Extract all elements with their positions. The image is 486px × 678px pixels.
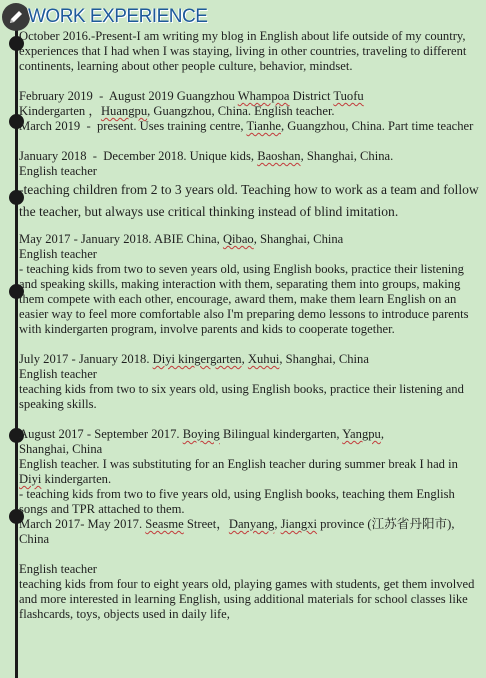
entry-blog: October 2016.-Present-I am writing my blog in English about life outside of my country, experiences that I had when I was staying, living in other countries, traveling to different continents, learning about other people culture, behavior, mindset. bbox=[19, 29, 467, 73]
entry-description: - teaching kids from two to five years old, using English books, teaching them English songs and TPR attached to them. bbox=[19, 487, 455, 516]
role-label: English teacher bbox=[19, 367, 97, 381]
role-label: English teacher bbox=[19, 562, 97, 576]
entry-guangzhou: February 2019 - August 2019 Guangzhou Whampoa District Tuofu Kindergarten ，Huangpu, Guangzhou, China. English teacher. March 2019 - present. Uses training centre, Tianhe, Guangzhou, China. Part time teacher bbox=[19, 89, 474, 133]
pencil-icon bbox=[2, 3, 30, 31]
role-label: English teacher bbox=[19, 164, 97, 178]
experience-list bbox=[19, 29, 479, 622]
entry-danyang bbox=[19, 562, 479, 622]
entry-description: - teaching kids from two to seven years old, using English books, practice their listening and speaking skills, making interaction with them, separating them into groups, making them compete with each other, encourage, award them, make them learn English on an easier way to feel more comfortable also I'm preparing demo lessons to introduce parents with kindergarten program, involve parents and kids to cooperate together. bbox=[19, 262, 469, 336]
entry-description: teaching kids from four to eight years old, playing games with students, get them involved and more interested in learning English, using additional materials for school classes like flashcards, toys, objects used in daily life, bbox=[19, 577, 475, 621]
section-title: WORK EXPERIENCE bbox=[28, 6, 208, 27]
entry-boying: August 2017 - September 2017. Boying Bilingual kindergarten, Yangpu, Shanghai, China English teacher. I was substituting for an English teacher during summer break I had in Diyi kindergarten. - teaching kids from two to five years old, using English books, teaching them English songs and TPR attached to them. March 2017- May 2017. Seasme Street，Danyang, Jiangxi province (江苏省丹阳市), China bbox=[19, 427, 479, 547]
entry-abie: May 2017 - January 2018. ABIE China, Qibao, Shanghai, China English teacher - teaching kids from two to seven years old, using English books, practice their listening and speaking skills, making interaction with them, separating them into groups, making them compete with each other, encourage, award them, make them learn English on an easier way to feel more comfortable also I'm preparing demo lessons to introduce parents with kindergarten program, involve parents and kids to cooperate together. bbox=[19, 232, 479, 337]
entry-description: -teaching children from 2 to 3 years old. Teaching how to work as a team and follow the teacher, but always use critical thinking instead of blind imitation. bbox=[19, 182, 479, 219]
entry-unique-kids: January 2018 - December 2018. Unique kids, Baoshan, Shanghai, China. English teacher -teaching children from 2 to 3 years old. Teaching how to work as a team and follow the teacher, but always use critical thinking instead of blind imitation. bbox=[19, 149, 479, 223]
role-label: English teacher bbox=[19, 247, 97, 261]
entry-description: teaching kids from two to six years old, using English books, practice their listening and speaking skills. bbox=[19, 382, 464, 411]
entry-diyi: July 2017 - January 2018. Diyi kingergarten, Xuhui, Shanghai, China English teacher teaching kids from two to six years old, using English books, practice their listening and speaking skills. bbox=[19, 352, 479, 412]
